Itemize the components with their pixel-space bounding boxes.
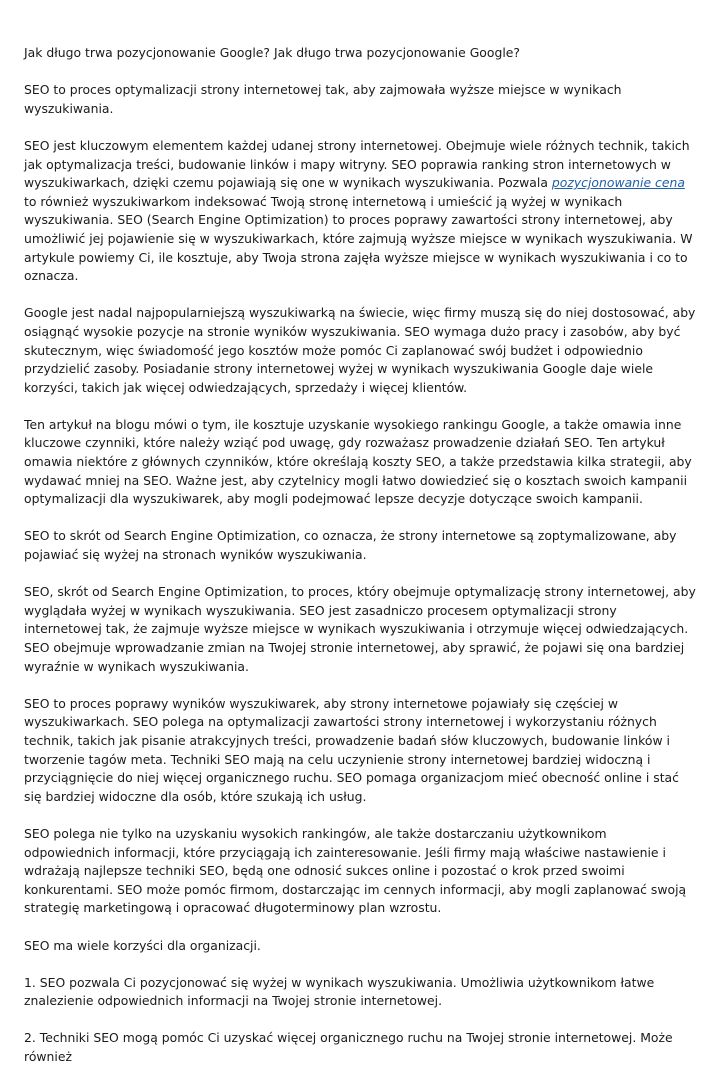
- paragraph-2-text-start: SEO jest kluczowym elementem każdej udanej strony internetowej. Obejmuje wiele różnych technik, takich jak optymalizacja treści, budowanie linków i mapy witryny. SEO poprawia ranking stron internetowych w wyszukiwarkach, dzięki czemu pojawiają się one w wynikach wyszukiwania. Pozwala: [24, 137, 690, 191]
- document-title: Jak długo trwa pozycjonowanie Google? Jak długo trwa pozycjonowanie Google?: [24, 45, 520, 60]
- paragraph-6: SEO, skrót od Search Engine Optimization, to proces, który obejmuje optymalizację strony internetowej, aby wyglądała wyżej w wynikach wyszukiwania. SEO jest zasadniczo procesem optymalizacji strony internetowej tak, że zajmuje wyższe miejsce w wynikach wyszukiwania i otrzymuje więcej odwiedzających. SEO obejmuje wprowadzanie zmian na Twojej stronie internetowej, aby sprawić, że pojawi się ona bardziej wyraźnie w wynikach wyszukiwania.: [24, 584, 696, 674]
- list-item-1: 1. SEO pozwala Ci pozycjonować się wyżej w wynikach wyszukiwania. Umożliwia użytkownikom łatwe znalezienie odpowiednich informacji na Twojej stronie internetowej.: [24, 974, 655, 1009]
- paragraph-3: Google jest nadal najpopularniejszą wyszukiwarką na świecie, więc firmy muszą się do niej dostosować, aby osiągnąć wysokie pozycje na stronie wyników wyszukiwania. SEO wymaga dużo pracy i zasobów, aby być skutecznym, więc świadomość jego kosztów może pomóc Ci zaplanować swój budżet i odpowiednio przydzielić zasoby. Posiadanie strony internetowej wyżej w wynikach wyszukiwania Google daje wiele korzyści, takich jak więcej odwiedzających, sprzedaży i więcej klientów.: [24, 305, 696, 395]
- paragraph-7: SEO to proces poprawy wyników wyszukiwarek, aby strony internetowe pojawiały się częściej w wyszukiwarkach. SEO polega na optymalizacji zawartości strony internetowej i wykorzystaniu różnych technik, takich jak pisanie atrakcyjnych treści, prowadzenie badań słów kluczowych, budowanie linków i tworzenie tagów meta. Techniki SEO mają na celu uczynienie strony internetowej bardziej widoczną i przyciągnięcie do niej więcej organicznego ruchu. SEO pomaga organizacjom mieć obecność online i stać się bardziej widoczne dla osób, które szukają ich usług.: [24, 695, 679, 804]
- document-body: [24, 44, 696, 1085]
- list-item-2: 2. Techniki SEO mogą pomóc Ci uzyskać więcej organicznego ruchu na Twojej stronie internetowej. Może również: [24, 1030, 673, 1065]
- paragraph-4: Ten artykuł na blogu mówi o tym, ile kosztuje uzyskanie wysokiego rankingu Google, a także omawia inne kluczowe czynniki, które należy wziąć pod uwagę, gdy rozważasz prowadzenie działań SEO. Ten artykuł omawia niektóre z głównych czynników, które określają koszty SEO, a także przedstawia kilka strategii, aby wydawać mniej na SEO. Ważne jest, aby czytelnicy mogli łatwo dowiedzieć się o kosztach swoich kampanii optymalizacji dla wyszukiwarek, aby mogli podejmować lepsze decyzje dotyczące swoich kampanii.: [24, 416, 692, 507]
- paragraph-8: SEO polega nie tylko na uzyskaniu wysokich rankingów, ale także dostarczaniu użytkownikom odpowiednich informacji, które przyciągają ich zainteresowanie. Jeśli firmy mają właściwe nastawienie i wdrażają najlepsze techniki SEO, będą one odnosić sukces online i pozostać o krok przed swoimi konkurentami. SEO może pomóc firmom, dostarczając im cennych informacji, aby mogli zaplanować swoją strategię marketingową i opracować długoterminowy plan wzrostu.: [24, 825, 687, 916]
- paragraph-5: SEO to skrót od Search Engine Optimization, co oznacza, że strony internetowe są zoptymalizowane, aby pojawiać się wyżej na stronach wyników wyszukiwania.: [24, 528, 677, 563]
- paragraph-2: [24, 137, 696, 286]
- paragraph-9: SEO ma wiele korzyści dla organizacji.: [24, 937, 261, 953]
- pozycjonowanie-cena-link[interactable]: pozycjonowanie cena: [551, 175, 685, 191]
- paragraph-1: SEO to proces optymalizacji strony internetowej tak, aby zajmowała wyższe miejsce w wynikach wyszukiwania.: [24, 82, 622, 116]
- paragraph-2-text-end: to również wyszukiwarkom indeksować Twoją stronę internetową i umieścić ją wyżej w wynikach wyszukiwania. SEO (Search Engine Optimization) to proces poprawy zawartości strony internetowej, aby umożliwić jej pojawienie się w wyszukiwarkach, które zajmują wyższe miejsce w wynikach wyszukiwania. W artykule powiemy Ci, ile kosztuje, aby Twoja strona zajęła wyższe miejsce w wynikach wyszukiwania i co to oznacza.: [24, 193, 693, 284]
